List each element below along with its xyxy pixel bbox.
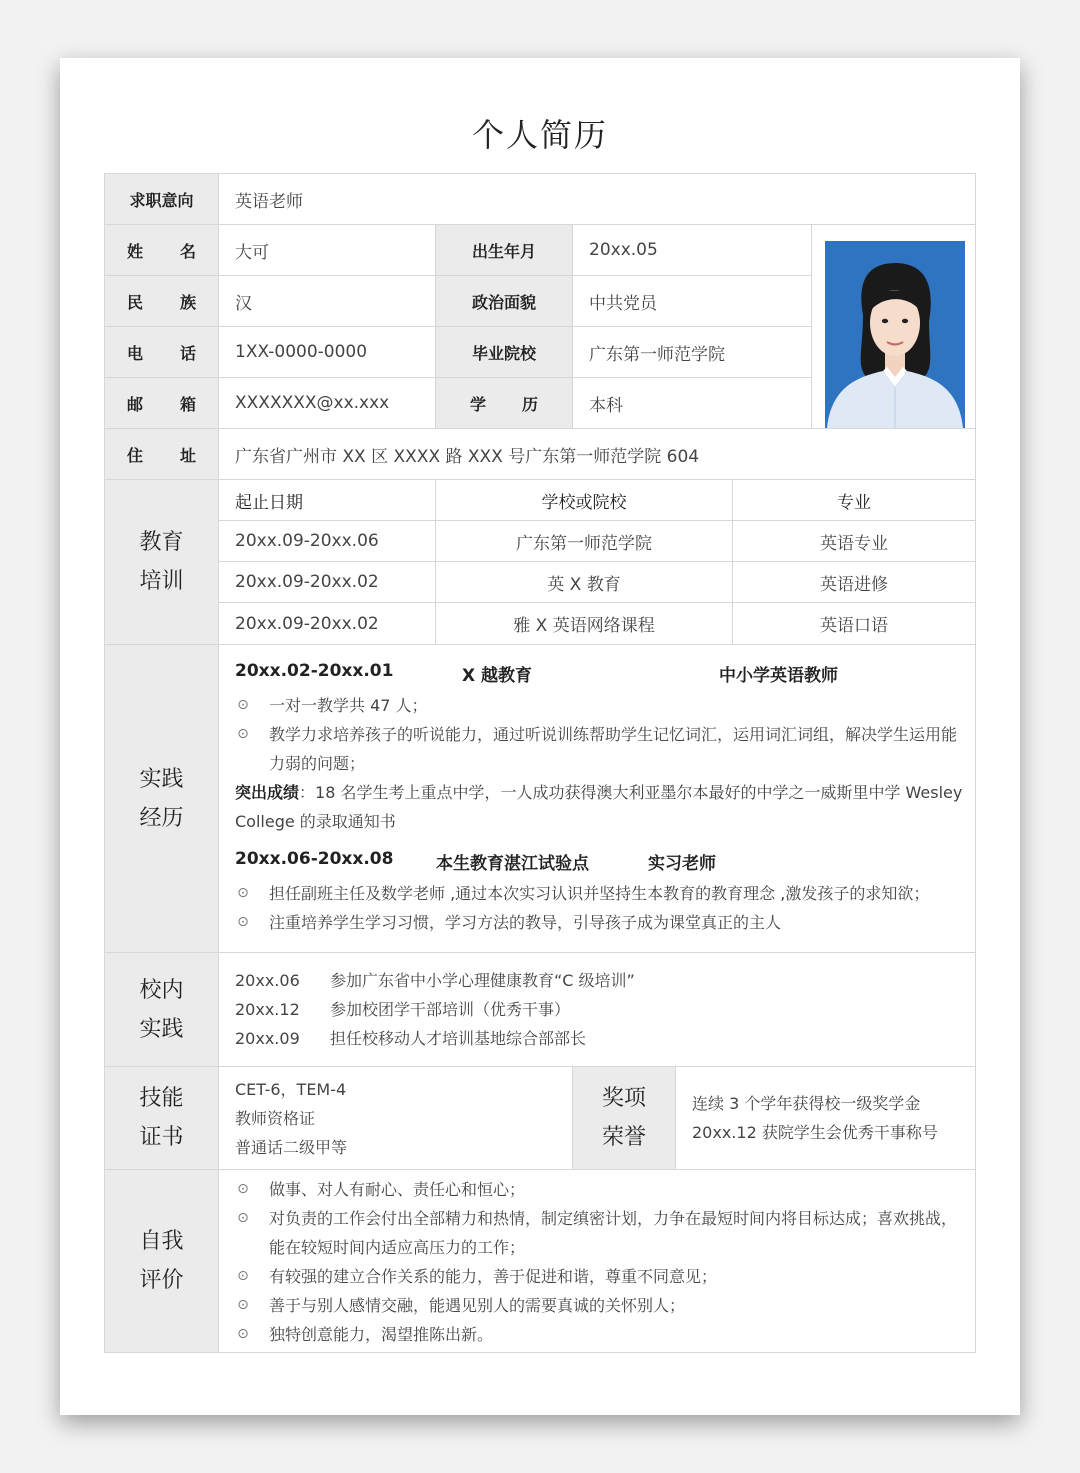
awards-content [692,1089,972,1147]
phone-value: 1XX-0000-0000 [218,326,436,378]
target-bullet-icon: ⊙ [237,885,249,901]
job-2-date: 20xx.06-20xx.08 [235,849,394,869]
person-photo [825,241,965,428]
target-bullet-icon: ⊙ [237,1297,249,1313]
intention-label: 求职意向 [104,173,219,225]
resume-sheet [60,58,1020,1415]
skills-label: 技能 证书 [104,1066,219,1170]
job-2-role: 实习老师 [648,854,716,874]
list-item: 20xx.12 获院学生会优秀干事称号 [692,1123,938,1142]
politics-label: 政治面貌 [435,275,573,327]
edu-row-2-date: 20xx.09-20xx.02 [218,561,436,603]
target-bullet-icon: ⊙ [237,1181,249,1197]
school-value: 广东第一师范学院 [572,326,812,378]
skills-content [235,1075,565,1162]
edu-row-3-major: 英语口语 [732,602,976,645]
phone-label: 电 话 [104,326,219,378]
target-bullet-icon: ⊙ [237,1210,249,1226]
job-1-role: 中小学英语教师 [719,666,838,686]
practice-content [235,661,965,937]
ethnicity-value: 汉 [218,275,436,327]
edu-header-school: 学校或院校 [435,479,733,521]
list-item: CET-6，TEM-4 [235,1080,347,1099]
job-1-highlight: 突出成绩：18 名学生考上重点中学，一人成功获得澳大利亚墨尔本最好的中学之一威斯里中学 Wesley College 的录取通知书 [235,783,963,831]
degree-value: 本科 [572,377,812,429]
job-2-header [235,849,965,879]
edu-row-1-school: 广东第一师范学院 [435,520,733,562]
list-item: ⊙ 有较强的建立合作关系的能力，善于促进和谐，尊重不同意见； [235,1262,965,1291]
job-1-header [235,661,965,691]
edu-header-major: 专业 [732,479,976,521]
target-bullet-icon: ⊙ [237,1268,249,1284]
list-item: 普通话二级甲等 [235,1138,348,1157]
email-label: 邮 箱 [104,377,219,429]
campus-content [235,966,965,1053]
name-label: 姓 名 [104,224,219,276]
birth-value: 20xx.05 [572,224,812,276]
edu-row-2-school: 英 X 教育 [435,561,733,603]
birth-label: 出生年月 [435,224,573,276]
target-bullet-icon: ⊙ [237,697,249,713]
edu-row-3-date: 20xx.09-20xx.02 [218,602,436,645]
edu-header-date: 起止日期 [218,479,436,521]
list-item: 20xx.12 参加校团学干部培训（优秀干事） [235,1000,571,1019]
list-item: ⊙ 教学力求培养孩子的听说能力，通过听说训练帮助学生记忆词汇，运用词汇词组，解决学生运用能力弱的问题； [235,720,965,778]
school-label: 毕业院校 [435,326,573,378]
edu-row-3-school: 雅 X 英语网络课程 [435,602,733,645]
degree-label: 学 历 [435,377,573,429]
awards-label: 奖项 荣誉 [572,1066,676,1170]
list-item: ⊙ 做事、对人有耐心、责任心和恒心； [235,1175,965,1204]
list-item: 教师资格证 [235,1109,316,1128]
practice-label: 实践 经历 [104,644,219,953]
list-item: ⊙ 独特创意能力，渴望推陈出新。 [235,1320,965,1349]
edu-row-1-major: 英语专业 [732,520,976,562]
page-title: 个人简历 [471,116,608,154]
list-item: ⊙ 担任副班主任及数学老师 ,通过本次实习认识并坚持生本教育的教育理念 ,激发孩子的求知欲； [235,879,965,908]
list-item: 20xx.06 参加广东省中小学心理健康教育“C 级培训” [235,971,635,990]
email-value: XXXXXXX@xx.xxx [218,377,436,429]
intention-value: 英语老师 [218,173,976,225]
education-label: 教育 培训 [104,479,219,645]
target-bullet-icon: ⊙ [237,726,249,742]
self-label: 自我 评价 [104,1169,219,1353]
self-content [235,1175,965,1349]
address-value: 广东省广州市 XX 区 XXXX 路 XXX 号广东第一师范学院 604 [218,428,976,480]
job-2-org: 本生教育湛江试验点 [436,854,589,874]
campus-label: 校内 实践 [104,952,219,1067]
list-item: ⊙ 善于与别人感情交融，能遇见别人的需要真诚的关怀别人； [235,1291,965,1320]
politics-value: 中共党员 [572,275,812,327]
edu-row-1-date: 20xx.09-20xx.06 [218,520,436,562]
list-item: ⊙ 注重培养学生学习习惯，学习方法的教导，引导孩子成为课堂真正的主人 [235,908,965,937]
job-1-org: X 越教育 [462,666,533,686]
name-value: 大可 [218,224,436,276]
list-item: 连续 3 个学年获得校一级奖学金 [692,1094,921,1113]
target-bullet-icon: ⊙ [237,914,249,930]
list-item: ⊙ 一对一教学共 47 人； [235,691,965,720]
list-item: 20xx.09 担任校移动人才培训基地综合部部长 [235,1029,587,1048]
list-item: ⊙ 对负责的工作会付出全部精力和热情，制定缜密计划，力争在最短时间内将目标达成；喜欢挑战，能在较短时间内适应高压力的工作； [235,1204,965,1262]
target-bullet-icon: ⊙ [237,1326,249,1342]
ethnicity-label: 民 族 [104,275,219,327]
address-label: 住 址 [104,428,219,480]
job-1-date: 20xx.02-20xx.01 [235,661,394,681]
edu-row-2-major: 英语进修 [732,561,976,603]
